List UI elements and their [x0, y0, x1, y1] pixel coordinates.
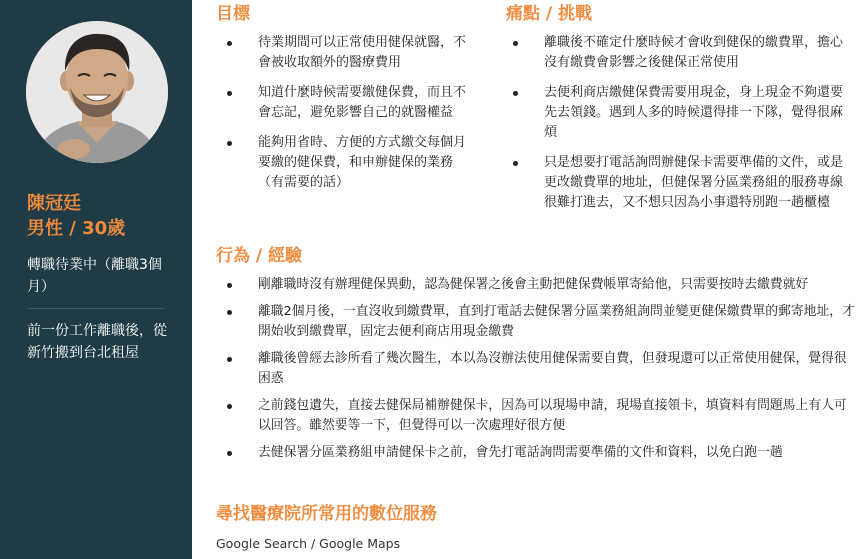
- bullet-icon: [513, 161, 518, 166]
- list-item: 待業期間可以正常使用健保就醫，不會被收取額外的醫療費用: [227, 33, 477, 73]
- bullet-icon: [227, 283, 232, 288]
- list-item: 去健保署分區業務組申請健保卡之前，會先打電話詢問需要準備的文件和資料，以免白跑一趟: [227, 443, 857, 463]
- list-item: 離職後曾經去診所看了幾次醫生，本以為沒辦法使用健保需要自費，但發現還可以正常使用健保，覺得很困惑: [227, 349, 857, 389]
- list-item: 知道什麼時候需要繳健保費，而且不會忘記，避免影響自己的就醫權益: [227, 83, 477, 123]
- sidebar-divider: [27, 308, 165, 309]
- behaviors-heading: 行為 / 經驗: [216, 246, 303, 266]
- digital-services-text: Google Search / Google Maps: [216, 536, 401, 551]
- goals-heading: 目標: [216, 4, 250, 24]
- list-item: 剛離職時沒有辦理健保異動，認為健保署之後會主動把健保費帳單寄給他，只需要按時去繳費就好: [227, 275, 857, 295]
- goals-list: [227, 33, 477, 203]
- persona-sidebar: [0, 0, 192, 559]
- list-item: 只是想要打電話詢問辦健保卡需要準備的文件，或是更改繳費單的地址，但健保署分區業務組的服務專線很難打進去，又不想只因為小事還特別跑一趟櫃檯: [513, 153, 855, 213]
- persona-background: 前一份工作離職後，從新竹搬到台北租屋: [27, 323, 167, 361]
- list-item: 離職後不確定什麼時候才會收到健保的繳費單，擔心沒有繳費會影響之後健保正常使用: [513, 33, 855, 73]
- bullet-icon: [513, 91, 518, 96]
- bullet-icon: [227, 91, 232, 96]
- bullet-icon: [227, 451, 232, 456]
- bullet-icon: [227, 41, 232, 46]
- persona-name-block: [27, 191, 187, 241]
- bullet-icon: [513, 41, 518, 46]
- behaviors-list: [227, 275, 857, 470]
- bullet-icon: [227, 404, 232, 409]
- persona-status: 轉職待業中（離職3個月）: [27, 257, 162, 295]
- digital-services-heading: 尋找醫療院所常用的數位服務: [216, 504, 437, 524]
- list-item: 之前錢包遺失，直接去健保局補辦健保卡，因為可以現場申請，現場直接領卡，填資料有問題馬上有人可以回答。雖然要等一下，但覺得可以一次處理好很方便: [227, 396, 857, 436]
- bullet-icon: [227, 310, 232, 315]
- person-photo-icon: [26, 21, 168, 163]
- pains-heading: 痛點 / 挑戰: [506, 4, 593, 24]
- bullet-icon: [227, 357, 232, 362]
- persona-gender-age: 男性 / 30歲: [27, 218, 126, 239]
- list-item: 離職2個月後，一直沒收到繳費單，直到打電話去健保署分區業務組詢問並變更健保繳費單的郵寄地址，才開始收到繳費單，固定去便利商店用現金繳費: [227, 302, 857, 342]
- list-item: 去便利商店繳健保費需要用現金，身上現金不夠還要先去領錢。遇到人多的時候還得排一下隊，覺得很麻煩: [513, 83, 855, 143]
- persona-avatar: [26, 21, 168, 163]
- bullet-icon: [227, 141, 232, 146]
- list-item: 能夠用省時、方便的方式繳交每個月要繳的健保費，和申辦健保的業務（有需要的話）: [227, 133, 477, 193]
- persona-name: 陳冠廷: [27, 193, 81, 214]
- pains-list: [513, 33, 855, 223]
